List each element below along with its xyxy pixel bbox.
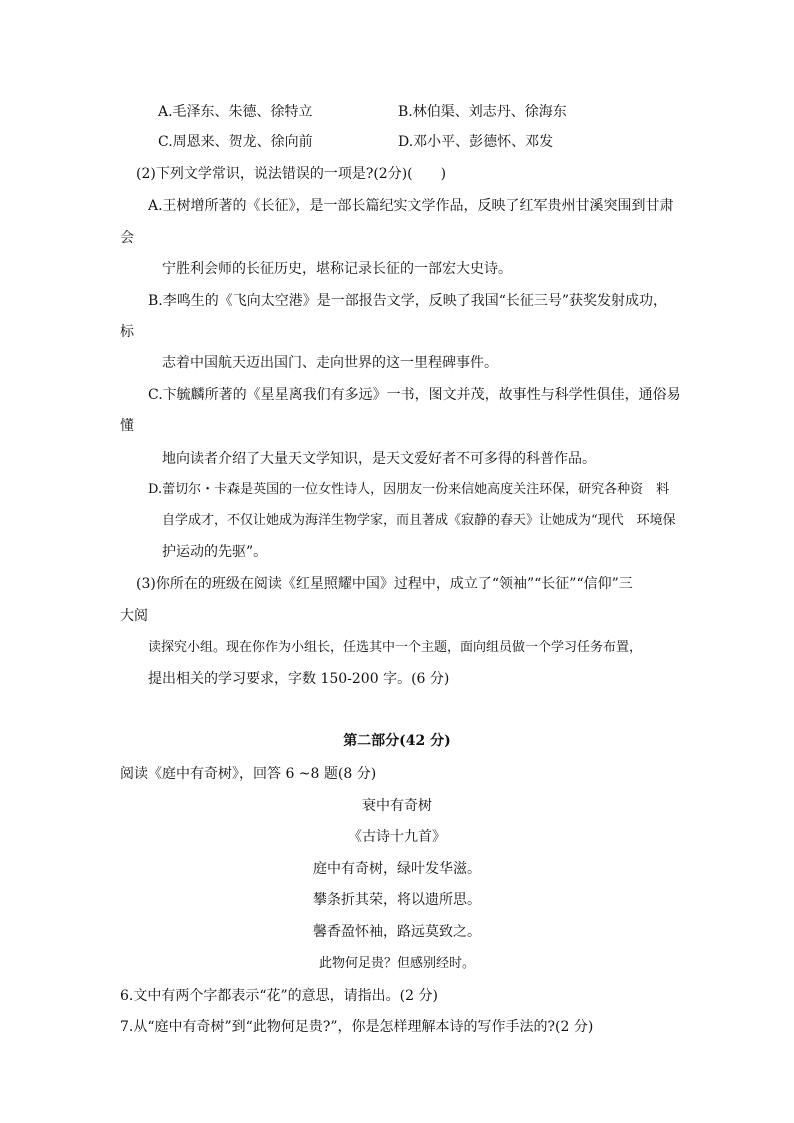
sub2-stem: (2)下列文学常识，说法错误的一项是?(2分)( )	[136, 166, 447, 182]
reading-intro: 阅读《庭中有奇树》，回答 6 ~8 题(8 分)	[120, 766, 377, 782]
sub2-option-b-line2: 标	[120, 324, 134, 340]
poem-line: 庭中有奇树，绿叶发华滋。	[313, 861, 481, 877]
option-d: D.邓小平、彭德怀、邓发	[398, 134, 554, 150]
sub2-option-d-line2: 自学成才，不仅让她成为海洋生物学家，而且著成《寂静的春天》让她成为“现代 环境保	[162, 513, 676, 528]
option-c: C.周恩来、贺龙、徐向前	[158, 134, 313, 150]
sub3-line1: (3)你所在的班级在阅读《红星照耀中国》过程中，成立了“领袖”“长征”“信仰”三	[136, 576, 633, 592]
sub2-option-a-line1: A.王树增所著的《长征》，是一部长篇纪实文学作品，反映了红军贵州甘溪突围到甘肃	[148, 198, 674, 214]
sub3-line4: 提出相关的学习要求，字数 150-200 字。(6 分)	[148, 671, 450, 687]
sub3-line2: 大阅	[120, 608, 148, 624]
poem-title: 衰中有奇树	[362, 798, 432, 814]
poem-line: 此物何足贵？但感别经时。	[318, 956, 475, 971]
question-6: 6.文中有两个字都表示“花”的意思，请指出。(2 分)	[120, 988, 438, 1004]
sub2-option-a-line3: 宁胜利会师的长征历史，堪称记录长征的一部宏大史诗。	[162, 261, 512, 277]
poem-source: 《古诗十九首》	[348, 829, 446, 845]
sub2-option-c-line1: C.卞毓麟所著的《星星离我们有多远》一书，图文并茂，故事性与科学性俱佳，通俗易	[148, 387, 681, 403]
option-a: A.毛泽东、朱德、徐特立	[158, 104, 313, 120]
sub2-option-c-line2: 懂	[120, 418, 134, 434]
sub3-line3: 读探究小组。现在你作为小组长，任选其中一个主题，面向组员做一个学习任务布置，	[148, 640, 643, 655]
poem-line: 攀条折其荣，将以遗所思。	[313, 892, 481, 908]
sub2-option-b-line3: 志着中国航天迈出国门、走向世界的这一里程碑事件。	[162, 355, 498, 371]
poem-line: 馨香盈怀袖，路远莫致之。	[313, 924, 481, 940]
question-7: 7.从“庭中有奇树”到“此物何足贵?”，你是怎样理解本诗的写作手法的?(2 分)	[120, 1019, 594, 1035]
sub2-option-a-line2: 会	[120, 230, 134, 246]
sub2-option-b-line1: B.李鸣生的《飞向太空港》是一部报告文学，反映了我国“长征三号”获奖发射成功，	[148, 293, 668, 309]
part2-heading: 第二部分(42 分)	[343, 733, 451, 749]
sub2-option-c-line3: 地向读者介绍了大量天文学知识，是天文爱好者不可多得的科普作品。	[162, 451, 596, 467]
option-b: B.林伯渠、刘志丹、徐海东	[398, 104, 567, 120]
sub2-option-d-line1: D.蕾切尔・卡森是英国的一位女性诗人，因朋友一份来信她高度关注环保，研究各种资 料	[148, 482, 670, 497]
sub2-option-d-line3: 护运动的先驱”。	[162, 544, 268, 560]
